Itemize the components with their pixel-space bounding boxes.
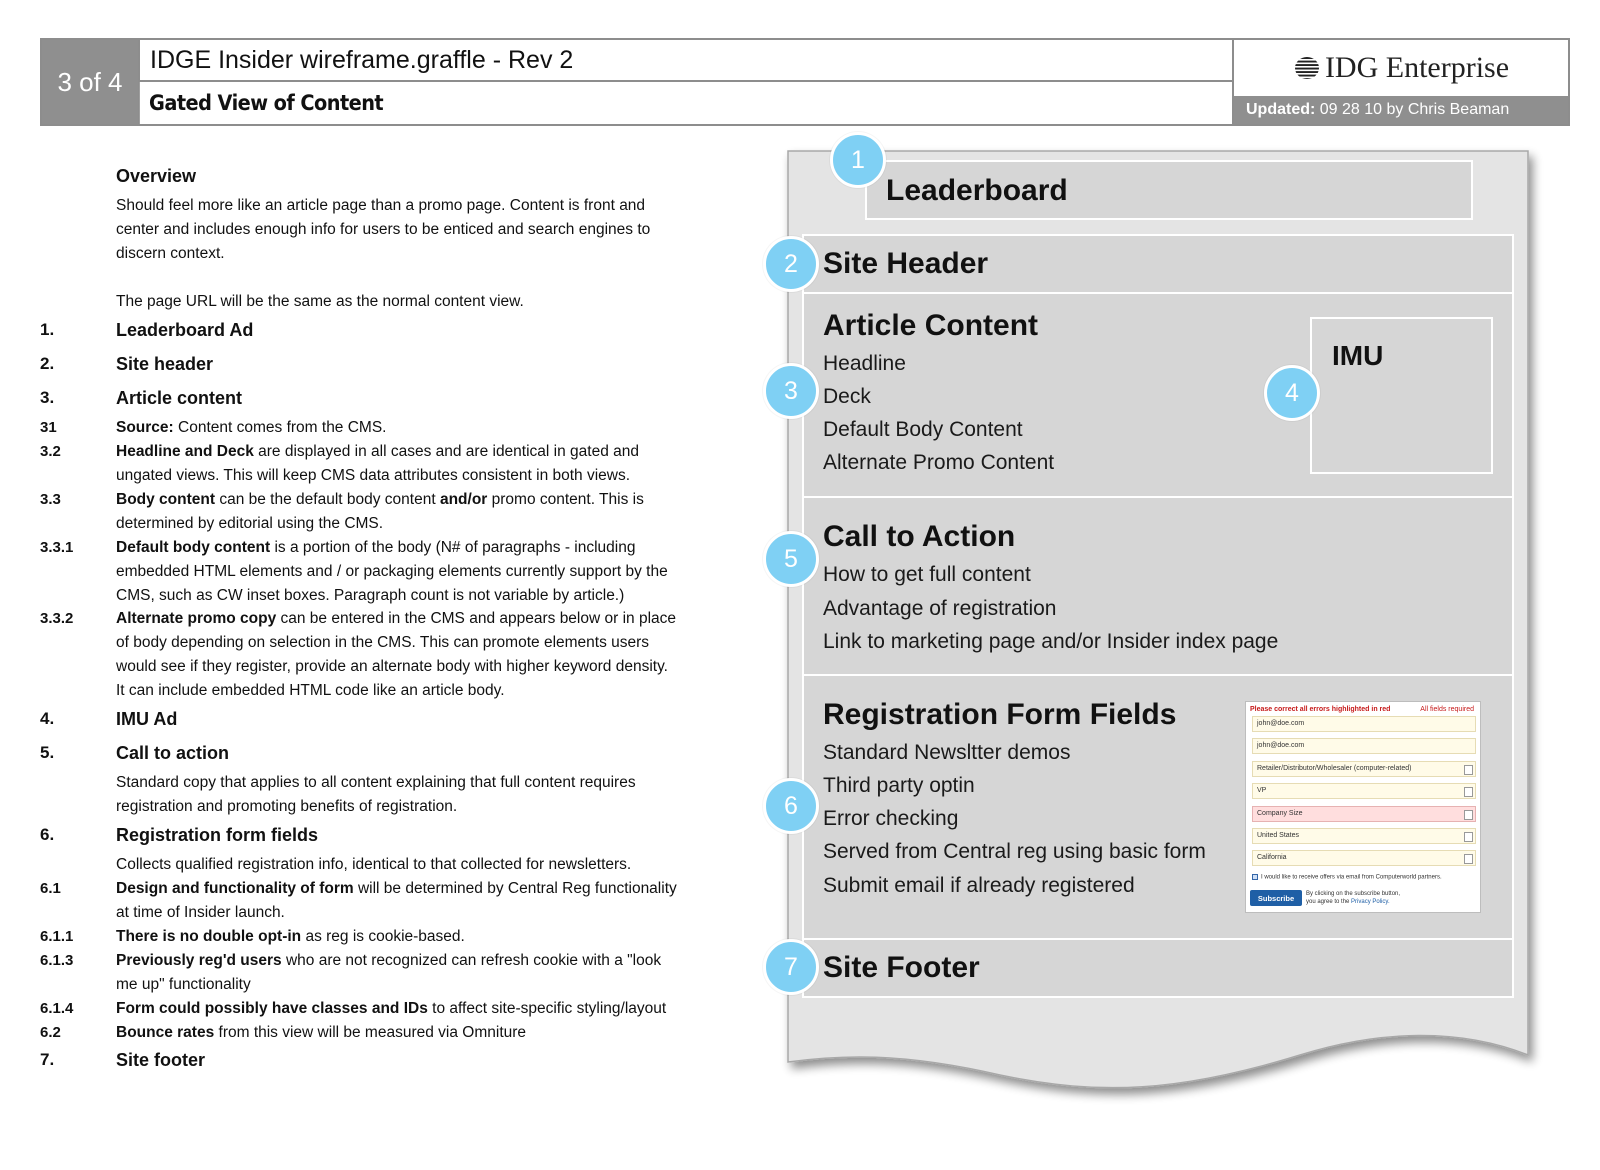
optin-label: I would like to receive offers via email from Computerworld partners. bbox=[1261, 874, 1442, 881]
article-item-alternate-promo: Alternate Promo Content bbox=[823, 451, 1055, 474]
cta-item: How to get full content bbox=[823, 563, 1031, 586]
leaderboard-label: Leaderboard bbox=[886, 174, 1068, 207]
subscribe-note-line: By clicking on the subscribe button, bbox=[1306, 891, 1401, 897]
form-required-note: All fields required bbox=[1420, 706, 1474, 713]
spec-item-number: 3.3.2 bbox=[40, 610, 74, 627]
spec-item-bold: Default body content bbox=[116, 539, 271, 556]
email-field[interactable]: john@doe.com bbox=[1252, 716, 1476, 732]
imu-label: IMU bbox=[1332, 340, 1384, 371]
spec-item-number: 1. bbox=[40, 320, 55, 339]
spec-item-text: are displayed in all cases and are identical in gated and bbox=[253, 443, 639, 460]
callout-badge-5: 5 bbox=[763, 531, 819, 587]
spec-item-title: Leaderboard Ad bbox=[116, 320, 254, 340]
document-title: IDGE Insider wireframe.graffle - Rev 2 bbox=[138, 40, 1232, 82]
spec-item-text: me up" functionality bbox=[116, 976, 251, 993]
updated-value: 09 28 10 by Chris Beaman bbox=[1319, 101, 1510, 118]
spec-item-bold: Bounce rates bbox=[116, 1024, 215, 1041]
registration-item: Served from Central reg using basic form bbox=[823, 840, 1206, 863]
spec-item-number: 6.1 bbox=[40, 880, 61, 897]
spec-item-text: promo content. This is bbox=[487, 491, 644, 508]
spec-item-number: 6.2 bbox=[40, 1024, 61, 1041]
spec-item-text: is a portion of the body (N# of paragraphs - including bbox=[270, 539, 636, 556]
optin-checkbox[interactable] bbox=[1252, 874, 1476, 881]
article-item-deck: Deck bbox=[823, 385, 871, 408]
spec-item-number: 2. bbox=[40, 354, 55, 373]
spec-item-number: 6. bbox=[40, 825, 55, 844]
spec-item-text: embedded HTML elements and / or packaging elements currently support by the bbox=[116, 563, 668, 580]
spec-item-number: 3.3 bbox=[40, 491, 61, 508]
updated-label: Updated: bbox=[1246, 101, 1316, 118]
spec-item-number: 5. bbox=[40, 743, 55, 762]
registration-item: Submit email if already registered bbox=[823, 874, 1135, 897]
state-select[interactable]: California bbox=[1252, 850, 1476, 866]
document-subtitle: Gated View of Content bbox=[138, 82, 1144, 124]
spec-item-text: at time of Insider launch. bbox=[116, 904, 285, 921]
checkbox-icon[interactable] bbox=[1252, 874, 1258, 880]
spec-item-title: IMU Ad bbox=[116, 709, 178, 729]
spec-item-bold: and/or bbox=[439, 491, 488, 508]
confirm-email-field[interactable]: john@doe.com bbox=[1252, 738, 1476, 754]
registration-item: Third party optin bbox=[823, 774, 975, 797]
spec-item-text: determined by editorial using the CMS. bbox=[116, 515, 384, 532]
spec-item-number: 6.1.1 bbox=[40, 928, 74, 945]
overview-line: discern context. bbox=[116, 245, 225, 262]
subscribe-note bbox=[1306, 890, 1476, 906]
spec-item-bold: Body content bbox=[116, 491, 216, 508]
article-item-headline: Headline bbox=[823, 352, 906, 375]
spec-item-bold: There is no double opt-in bbox=[116, 928, 302, 945]
privacy-policy-link[interactable]: Privacy Policy. bbox=[1351, 899, 1390, 905]
overview-line: center and includes enough info for users to be enticed and search engines to bbox=[116, 221, 651, 238]
spec-item-text: from this view will be measured via Omniture bbox=[214, 1024, 527, 1041]
logo-text: IDG Enterprise bbox=[1324, 51, 1510, 84]
spec-item-bold: Previously reg'd users bbox=[116, 952, 282, 969]
spec-item-text: registration and promoting benefits of registration. bbox=[116, 798, 458, 815]
spec-item-title: Site header bbox=[116, 354, 214, 374]
spec-item-text: ungated views. This will keep CMS data attributes consistent in both views. bbox=[116, 467, 631, 484]
spec-item-text: would see if they register, provide an alternate body with higher keyword density. bbox=[116, 658, 668, 675]
spec-item-number: 4. bbox=[40, 709, 55, 728]
site-header-label: Site Header bbox=[823, 247, 989, 280]
registration-item: Standard Newsltter demos bbox=[823, 741, 1071, 764]
spec-item-title: Registration form fields bbox=[116, 825, 319, 845]
callout-badge-3: 3 bbox=[763, 363, 819, 419]
spec-item-text: to affect site-specific styling/layout bbox=[427, 1000, 667, 1017]
spec-item-text: Content comes from the CMS. bbox=[173, 419, 387, 436]
spec-item-number: 6.1.4 bbox=[40, 1000, 74, 1017]
cta-item: Advantage of registration bbox=[823, 597, 1057, 620]
spec-item-text: can be the default body content bbox=[215, 491, 440, 508]
spec-item-number: 6.1.3 bbox=[40, 952, 74, 969]
job-title-select[interactable]: VP bbox=[1252, 783, 1476, 799]
spec-item-bold: Design and functionality of form bbox=[116, 880, 354, 897]
overview-title: Overview bbox=[116, 166, 197, 186]
spec-item-title: Article content bbox=[116, 388, 243, 408]
spec-item-text: can be entered in the CMS and appears below or in place bbox=[276, 610, 677, 627]
spec-item-text: of body depending on selection in the CMS. This can promote elements users bbox=[116, 634, 650, 651]
spec-item-bold: Headline and Deck bbox=[116, 443, 254, 460]
spec-item-text: It can include embedded HTML code like an article body. bbox=[116, 682, 505, 699]
registration-item: Error checking bbox=[823, 807, 959, 830]
article-item-default-body: Default Body Content bbox=[823, 418, 1023, 441]
spec-item-number: 31 bbox=[40, 419, 57, 436]
spec-item-number: 3.2 bbox=[40, 443, 61, 460]
form-error-message: Please correct all errors highlighted in red bbox=[1250, 706, 1391, 713]
subscribe-button[interactable]: Subscribe bbox=[1250, 890, 1302, 906]
url-note: The page URL will be the same as the normal content view. bbox=[116, 293, 524, 310]
call-to-action-title: Call to Action bbox=[823, 520, 1016, 553]
spec-item-text: as reg is cookie-based. bbox=[301, 928, 465, 945]
spec-item-text: who are not recognized can refresh cookie with a "look bbox=[281, 952, 662, 969]
spec-item-bold: Source: bbox=[116, 419, 174, 436]
spec-item-title: Site footer bbox=[116, 1050, 206, 1070]
callout-badge-1: 1 bbox=[830, 132, 886, 188]
page-count: 3 of 4 bbox=[42, 40, 138, 124]
callout-badge-2: 2 bbox=[763, 236, 819, 292]
spec-item-text: CMS, such as CW inset boxes. Paragraph count is not variable by article.) bbox=[116, 587, 625, 604]
subscribe-note-line: you agree to the bbox=[1306, 899, 1352, 905]
cta-item: Link to marketing page and/or Insider index page bbox=[823, 630, 1279, 653]
company-size-select[interactable]: Company Size bbox=[1252, 806, 1476, 822]
article-content-title: Article Content bbox=[823, 309, 1039, 342]
spec-item-title: Call to action bbox=[116, 743, 230, 763]
spec-item-text: will be determined by Central Reg functionality bbox=[353, 880, 677, 897]
spec-item-text: Collects qualified registration info, identical to that collected for newsletters. bbox=[116, 856, 632, 873]
callout-badge-4: 4 bbox=[1264, 365, 1320, 421]
country-select[interactable]: United States bbox=[1252, 828, 1476, 844]
site-footer-label: Site Footer bbox=[823, 951, 980, 984]
callout-badge-7: 7 bbox=[763, 939, 819, 995]
spec-item-number: 7. bbox=[40, 1050, 55, 1069]
overview-line: Should feel more like an article page than a promo page. Content is front and bbox=[116, 197, 646, 214]
callout-badge-6: 6 bbox=[763, 778, 819, 834]
industry-select[interactable]: Retailer/Distributor/Wholesaler (computer-related) bbox=[1252, 761, 1476, 777]
spec-item-bold: Alternate promo copy bbox=[116, 610, 277, 627]
spec-item-number: 3.3.1 bbox=[40, 539, 74, 556]
spec-item-bold: Form could possibly have classes and IDs bbox=[116, 1000, 428, 1017]
registration-form-preview bbox=[1245, 701, 1481, 913]
registration-title: Registration Form Fields bbox=[823, 698, 1177, 731]
spec-item-text: Standard copy that applies to all content explaining that full content requires bbox=[116, 774, 636, 791]
spec-item-number: 3. bbox=[40, 388, 55, 407]
